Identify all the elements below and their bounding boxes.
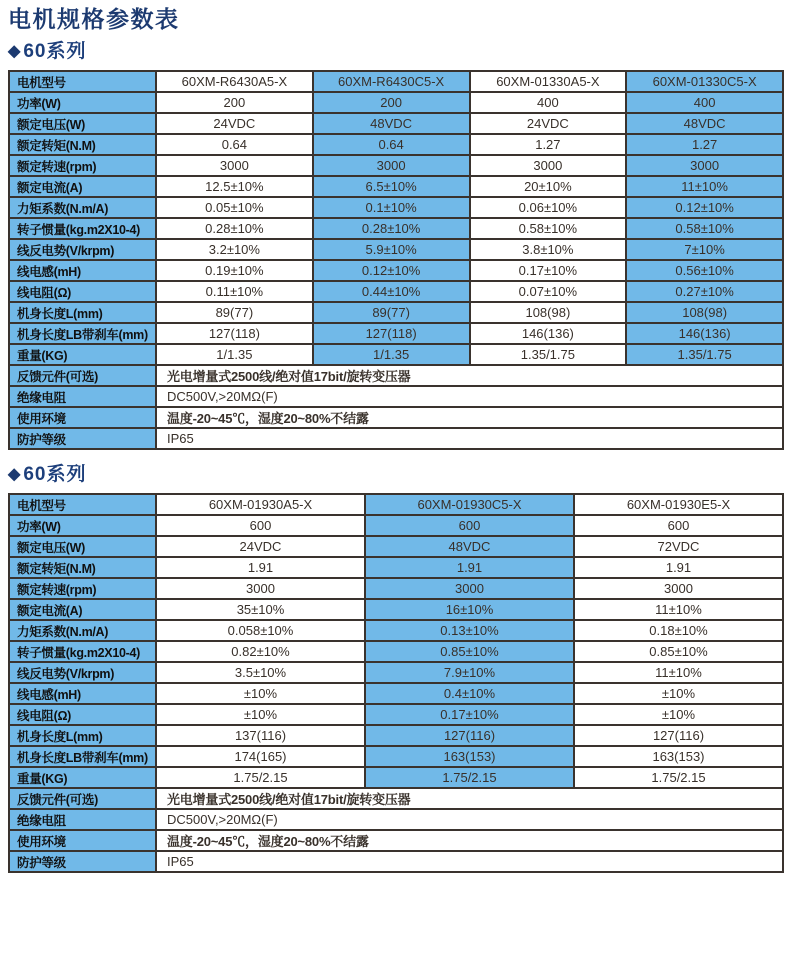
table-row	[9, 704, 783, 725]
table-row	[9, 407, 783, 428]
section-heading	[8, 39, 782, 65]
value-cell: 0.28±10%	[313, 218, 470, 239]
value-cell: 16±10%	[365, 599, 574, 620]
value-cell: 3000	[626, 155, 783, 176]
row-label-cell: 机身长度L(mm)	[9, 302, 156, 323]
value-cell: 127(118)	[313, 323, 470, 344]
value-cell: 1.91	[574, 557, 783, 578]
model-cell: 60XM-01930A5-X	[156, 494, 365, 515]
table-row	[9, 725, 783, 746]
row-label-cell: 机身长度L(mm)	[9, 725, 156, 746]
value-cell: 48VDC	[365, 536, 574, 557]
value-cell: 1.27	[470, 134, 627, 155]
table-row	[9, 683, 783, 704]
value-cell: 1.75/2.15	[574, 767, 783, 788]
table-row	[9, 830, 783, 851]
value-cell: 3.2±10%	[156, 239, 313, 260]
section	[8, 39, 782, 450]
value-cell: 600	[156, 515, 365, 536]
table-row	[9, 323, 783, 344]
table-row	[9, 641, 783, 662]
value-cell: 137(116)	[156, 725, 365, 746]
value-cell: 0.07±10%	[470, 281, 627, 302]
full-value-cell: IP65	[156, 428, 783, 449]
value-cell: 48VDC	[313, 113, 470, 134]
value-cell: 35±10%	[156, 599, 365, 620]
value-cell: 0.05±10%	[156, 197, 313, 218]
table-row	[9, 134, 783, 155]
row-label-cell: 额定转速(rpm)	[9, 578, 156, 599]
value-cell: 1.91	[156, 557, 365, 578]
diamond-icon: ◆	[8, 43, 22, 60]
value-cell: 1.75/2.15	[156, 767, 365, 788]
value-cell: 6.5±10%	[313, 176, 470, 197]
model-cell: 60XM-01930C5-X	[365, 494, 574, 515]
value-cell: 0.19±10%	[156, 260, 313, 281]
value-cell: 0.1±10%	[313, 197, 470, 218]
table-row	[9, 386, 783, 407]
value-cell: 163(153)	[574, 746, 783, 767]
full-value-cell: 温度-20~45℃，湿度20~80%不结露	[156, 407, 783, 428]
value-cell: 127(116)	[365, 725, 574, 746]
value-cell: 3000	[156, 578, 365, 599]
value-cell: ±10%	[574, 683, 783, 704]
value-cell: 0.4±10%	[365, 683, 574, 704]
value-cell: 1/1.35	[313, 344, 470, 365]
value-cell: 200	[156, 92, 313, 113]
value-cell: 0.58±10%	[626, 218, 783, 239]
full-value-cell: 光电增量式2500线/绝对值17bit/旋转变压器	[156, 365, 783, 386]
value-cell: 3000	[313, 155, 470, 176]
section-heading-label: 60系列	[23, 464, 87, 485]
full-value-cell: IP65	[156, 851, 783, 872]
row-label-cell: 线反电势(V/krpm)	[9, 239, 156, 260]
value-cell: 11±10%	[574, 662, 783, 683]
row-label-cell: 转子惯量(kg.m2X10-4)	[9, 641, 156, 662]
value-cell: 24VDC	[156, 536, 365, 557]
value-cell: 0.058±10%	[156, 620, 365, 641]
row-label-cell: 防护等级	[9, 428, 156, 449]
row-label-cell: 额定电流(A)	[9, 599, 156, 620]
value-cell: 0.06±10%	[470, 197, 627, 218]
value-cell: 24VDC	[156, 113, 313, 134]
row-label-cell: 线电感(mH)	[9, 260, 156, 281]
table-row	[9, 494, 783, 515]
value-cell: 1.35/1.75	[470, 344, 627, 365]
value-cell: 72VDC	[574, 536, 783, 557]
value-cell: 20±10%	[470, 176, 627, 197]
table-row	[9, 365, 783, 386]
value-cell: 0.27±10%	[626, 281, 783, 302]
row-label-cell: 防护等级	[9, 851, 156, 872]
value-cell: 0.12±10%	[313, 260, 470, 281]
value-cell: 127(118)	[156, 323, 313, 344]
value-cell: 89(77)	[313, 302, 470, 323]
value-cell: 0.11±10%	[156, 281, 313, 302]
value-cell: 400	[470, 92, 627, 113]
value-cell: 0.85±10%	[365, 641, 574, 662]
table-row	[9, 197, 783, 218]
value-cell: 127(116)	[574, 725, 783, 746]
value-cell: 200	[313, 92, 470, 113]
table-row	[9, 176, 783, 197]
spec-table	[8, 493, 784, 873]
value-cell: 0.28±10%	[156, 218, 313, 239]
row-label-cell: 额定转速(rpm)	[9, 155, 156, 176]
value-cell: 3.5±10%	[156, 662, 365, 683]
model-cell: 60XM-01930E5-X	[574, 494, 783, 515]
value-cell: 3.8±10%	[470, 239, 627, 260]
value-cell: 0.13±10%	[365, 620, 574, 641]
model-cell: 60XM-01330A5-X	[470, 71, 627, 92]
diamond-icon: ◆	[8, 466, 22, 483]
value-cell: ±10%	[156, 683, 365, 704]
row-label-cell: 力矩系数(N.m/A)	[9, 620, 156, 641]
sections	[8, 39, 782, 873]
value-cell: ±10%	[574, 704, 783, 725]
row-label-cell: 机身长度LB带刹车(mm)	[9, 323, 156, 344]
value-cell: 0.56±10%	[626, 260, 783, 281]
table-row	[9, 260, 783, 281]
table-row	[9, 851, 783, 872]
table-row	[9, 578, 783, 599]
full-value-cell: 光电增量式2500线/绝对值17bit/旋转变压器	[156, 788, 783, 809]
table-row	[9, 788, 783, 809]
row-label-cell: 线电感(mH)	[9, 683, 156, 704]
value-cell: 0.64	[313, 134, 470, 155]
page-title: 电机规格参数表	[8, 6, 180, 32]
value-cell: 3000	[574, 578, 783, 599]
table-row	[9, 281, 783, 302]
table-row	[9, 302, 783, 323]
table-row	[9, 662, 783, 683]
row-label-cell: 反馈元件(可选)	[9, 365, 156, 386]
model-cell: 60XM-01330C5-X	[626, 71, 783, 92]
value-cell: 174(165)	[156, 746, 365, 767]
table-row	[9, 536, 783, 557]
value-cell: 12.5±10%	[156, 176, 313, 197]
table-row	[9, 92, 783, 113]
full-value-cell: DC500V,>20MΩ(F)	[156, 809, 783, 830]
row-label-cell: 额定电流(A)	[9, 176, 156, 197]
table-row	[9, 239, 783, 260]
row-label-cell: 线反电势(V/krpm)	[9, 662, 156, 683]
value-cell: 0.58±10%	[470, 218, 627, 239]
row-label-cell: 重量(KG)	[9, 344, 156, 365]
table-row	[9, 809, 783, 830]
model-cell: 60XM-R6430C5-X	[313, 71, 470, 92]
row-label-cell: 线电阻(Ω)	[9, 704, 156, 725]
table-row	[9, 71, 783, 92]
value-cell: 0.82±10%	[156, 641, 365, 662]
row-label-cell: 功率(W)	[9, 515, 156, 536]
value-cell: 3000	[470, 155, 627, 176]
value-cell: 1.27	[626, 134, 783, 155]
table-row	[9, 113, 783, 134]
value-cell: 108(98)	[626, 302, 783, 323]
value-cell: 0.17±10%	[470, 260, 627, 281]
table-row	[9, 620, 783, 641]
table-row	[9, 428, 783, 449]
value-cell: 146(136)	[470, 323, 627, 344]
section	[8, 462, 782, 873]
table-row	[9, 344, 783, 365]
value-cell: 163(153)	[365, 746, 574, 767]
value-cell: 600	[365, 515, 574, 536]
row-label-cell: 重量(KG)	[9, 767, 156, 788]
value-cell: 108(98)	[470, 302, 627, 323]
value-cell: 146(136)	[626, 323, 783, 344]
value-cell: 1.75/2.15	[365, 767, 574, 788]
spec-table	[8, 70, 784, 450]
table-row	[9, 515, 783, 536]
value-cell: 0.12±10%	[626, 197, 783, 218]
value-cell: 0.44±10%	[313, 281, 470, 302]
full-value-cell: DC500V,>20MΩ(F)	[156, 386, 783, 407]
value-cell: 400	[626, 92, 783, 113]
row-label-cell: 额定转矩(N.M)	[9, 557, 156, 578]
value-cell: 5.9±10%	[313, 239, 470, 260]
value-cell: 0.85±10%	[574, 641, 783, 662]
row-label-cell: 线电阻(Ω)	[9, 281, 156, 302]
row-label-cell: 绝缘电阻	[9, 386, 156, 407]
table-row	[9, 155, 783, 176]
table-row	[9, 218, 783, 239]
value-cell: 89(77)	[156, 302, 313, 323]
value-cell: 0.18±10%	[574, 620, 783, 641]
row-label-cell: 使用环境	[9, 407, 156, 428]
value-cell: 1.91	[365, 557, 574, 578]
table-row	[9, 767, 783, 788]
value-cell: 0.17±10%	[365, 704, 574, 725]
value-cell: 1/1.35	[156, 344, 313, 365]
value-cell: 11±10%	[626, 176, 783, 197]
value-cell: 3000	[365, 578, 574, 599]
value-cell: 11±10%	[574, 599, 783, 620]
row-label-cell: 力矩系数(N.m/A)	[9, 197, 156, 218]
section-heading	[8, 462, 782, 488]
section-heading-label: 60系列	[23, 41, 87, 62]
table-row	[9, 599, 783, 620]
full-value-cell: 温度-20~45℃，湿度20~80%不结露	[156, 830, 783, 851]
value-cell: 3000	[156, 155, 313, 176]
row-label-cell: 绝缘电阻	[9, 809, 156, 830]
row-label-cell: 机身长度LB带刹车(mm)	[9, 746, 156, 767]
value-cell: 600	[574, 515, 783, 536]
row-label-cell: 使用环境	[9, 830, 156, 851]
row-label-cell: 额定电压(W)	[9, 536, 156, 557]
row-label-cell: 转子惯量(kg.m2X10-4)	[9, 218, 156, 239]
value-cell: 0.64	[156, 134, 313, 155]
value-cell: 1.35/1.75	[626, 344, 783, 365]
value-cell: 48VDC	[626, 113, 783, 134]
value-cell: 7.9±10%	[365, 662, 574, 683]
row-label-cell: 额定电压(W)	[9, 113, 156, 134]
value-cell: 7±10%	[626, 239, 783, 260]
table-row	[9, 557, 783, 578]
table-row	[9, 746, 783, 767]
row-label-cell: 额定转矩(N.M)	[9, 134, 156, 155]
row-label-cell: 功率(W)	[9, 92, 156, 113]
value-cell: ±10%	[156, 704, 365, 725]
row-label-cell: 电机型号	[9, 494, 156, 515]
row-label-cell: 电机型号	[9, 71, 156, 92]
model-cell: 60XM-R6430A5-X	[156, 71, 313, 92]
row-label-cell: 反馈元件(可选)	[9, 788, 156, 809]
value-cell: 24VDC	[470, 113, 627, 134]
